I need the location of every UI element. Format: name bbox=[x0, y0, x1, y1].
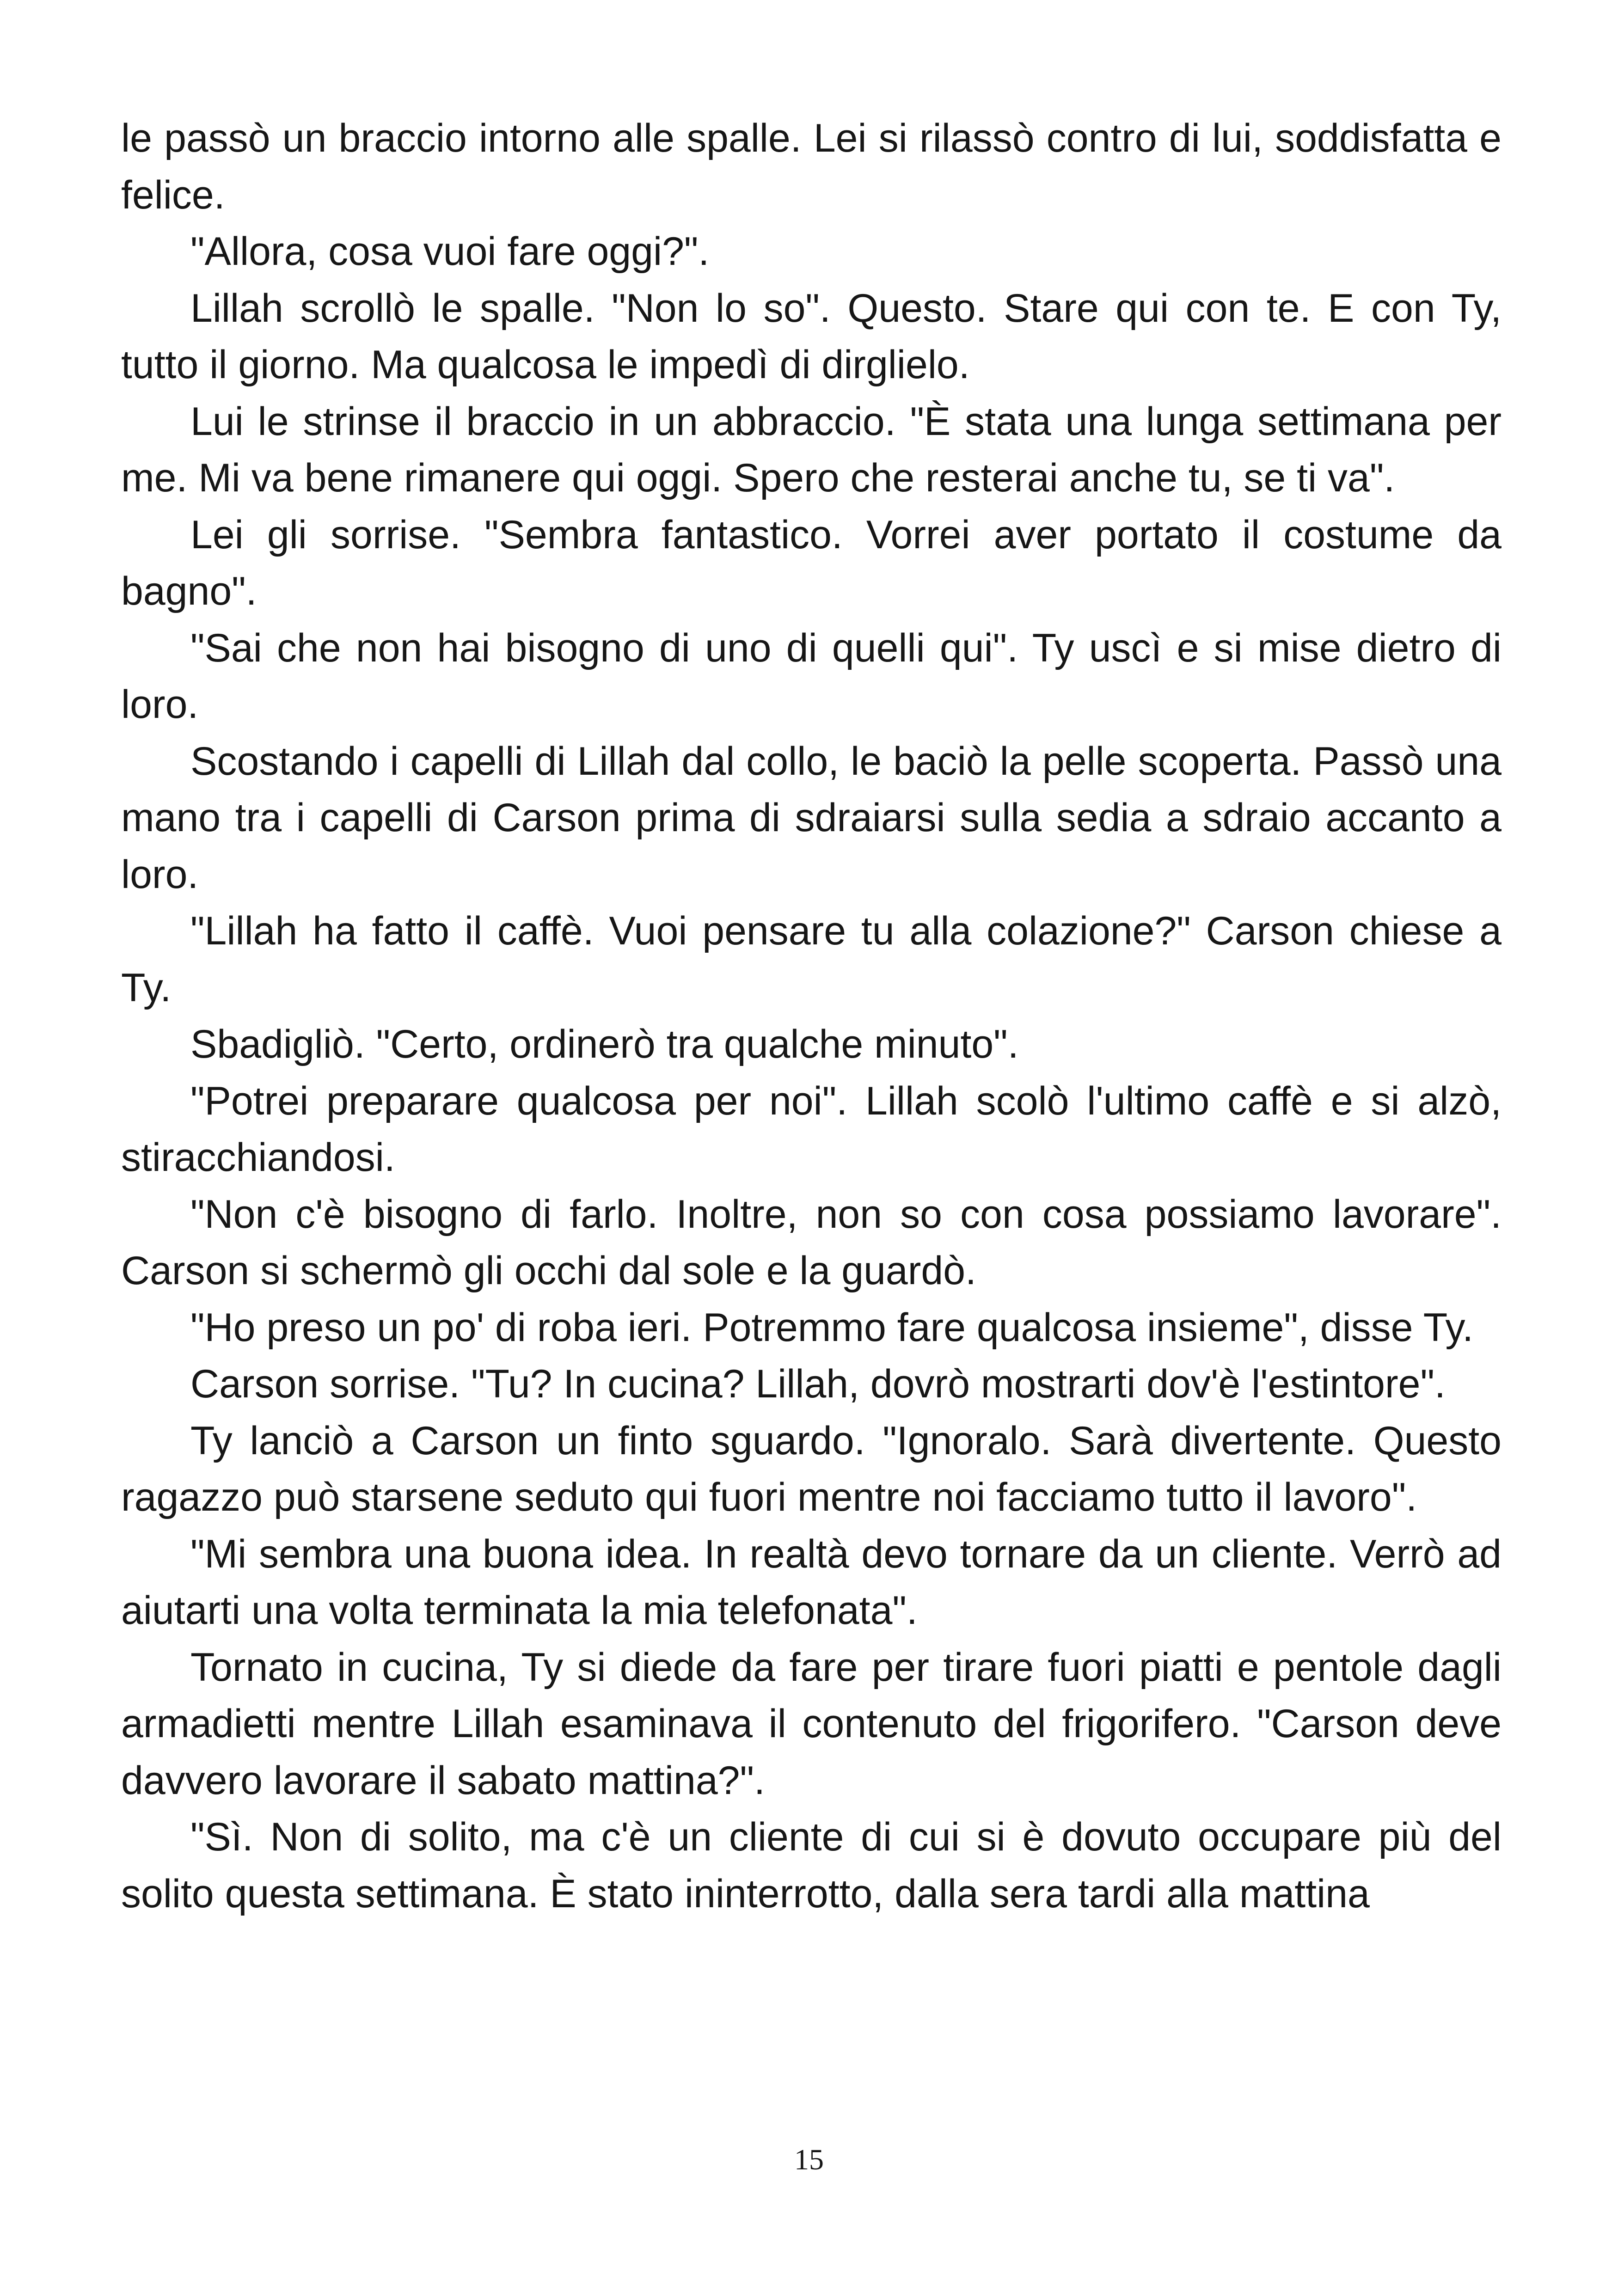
paragraph: Carson sorrise. "Tu? In cucina? Lillah, dovrò mostrarti dov'è l'estintore". bbox=[190, 1362, 1446, 1406]
paragraph: "Non c'è bisogno di farlo. Inoltre, non so con cosa possiamo lavorare". Carson si schermò gli occhi dal sole e la guardò. bbox=[121, 1192, 1502, 1293]
paragraph: "Sai che non hai bisogno di uno di quelli qui". Ty uscì e si mise dietro di loro. bbox=[121, 625, 1502, 727]
paragraph: le passò un braccio intorno alle spalle. Lei si rilassò contro di lui, soddisfatta e felice. bbox=[121, 116, 1502, 217]
paragraph: "Lillah ha fatto il caffè. Vuoi pensare tu alla colazione?" Carson chiese a Ty. bbox=[121, 909, 1502, 1010]
paragraph: Scostando i capelli di Lillah dal collo, le baciò la pelle scoperta. Passò una mano tra i capelli di Carson prima di sdraiarsi sulla sedia a sdraio accanto a loro. bbox=[121, 739, 1502, 897]
page-number: 15 bbox=[794, 2143, 824, 2176]
paragraph: "Allora, cosa vuoi fare oggi?". bbox=[190, 229, 710, 274]
paragraph: Sbadigliò. "Certo, ordinerò tra qualche minuto". bbox=[190, 1022, 1019, 1066]
paragraph: Tornato in cucina, Ty si diede da fare per tirare fuori piatti e pentole dagli armadietti mentre Lillah esaminava il contenuto del frigorifero. "Carson deve davvero lavorare il sabato mattina?". bbox=[121, 1645, 1502, 1803]
paragraph: "Mi sembra una buona idea. In realtà devo tornare da un cliente. Verrò ad aiutarti una volta terminata la mia telefonata". bbox=[121, 1531, 1502, 1633]
paragraph: Lui le strinse il braccio in un abbraccio. "È stata una lunga settimana per me. Mi va bene rimanere qui oggi. Spero che resterai anche tu, se ti va". bbox=[121, 399, 1502, 500]
paragraph: Lei gli sorrise. "Sembra fantastico. Vorrei aver portato il costume da bagno". bbox=[121, 512, 1502, 613]
paragraph: "Ho preso un po' di roba ieri. Potremmo fare qualcosa insieme", disse Ty. bbox=[190, 1305, 1474, 1350]
body-text bbox=[121, 110, 1502, 1922]
paragraph: "Potrei preparare qualcosa per noi". Lillah scolò l'ultimo caffè e si alzò, stiracchiandosi. bbox=[121, 1078, 1502, 1180]
paragraph: Lillah scrollò le spalle. "Non lo so". Questo. Stare qui con te. E con Ty, tutto il giorno. Ma qualcosa le impedì di dirglielo. bbox=[121, 286, 1502, 387]
paragraph: "Sì. Non di solito, ma c'è un cliente di cui si è dovuto occupare più del solito questa settimana. È stato ininterrotto, dalla sera tardi alla mattina bbox=[121, 1815, 1502, 1916]
paragraph: Ty lanciò a Carson un finto sguardo. "Ignoralo. Sarà divertente. Questo ragazzo può starsene seduto qui fuori mentre noi facciamo tutto il lavoro". bbox=[121, 1418, 1502, 1519]
